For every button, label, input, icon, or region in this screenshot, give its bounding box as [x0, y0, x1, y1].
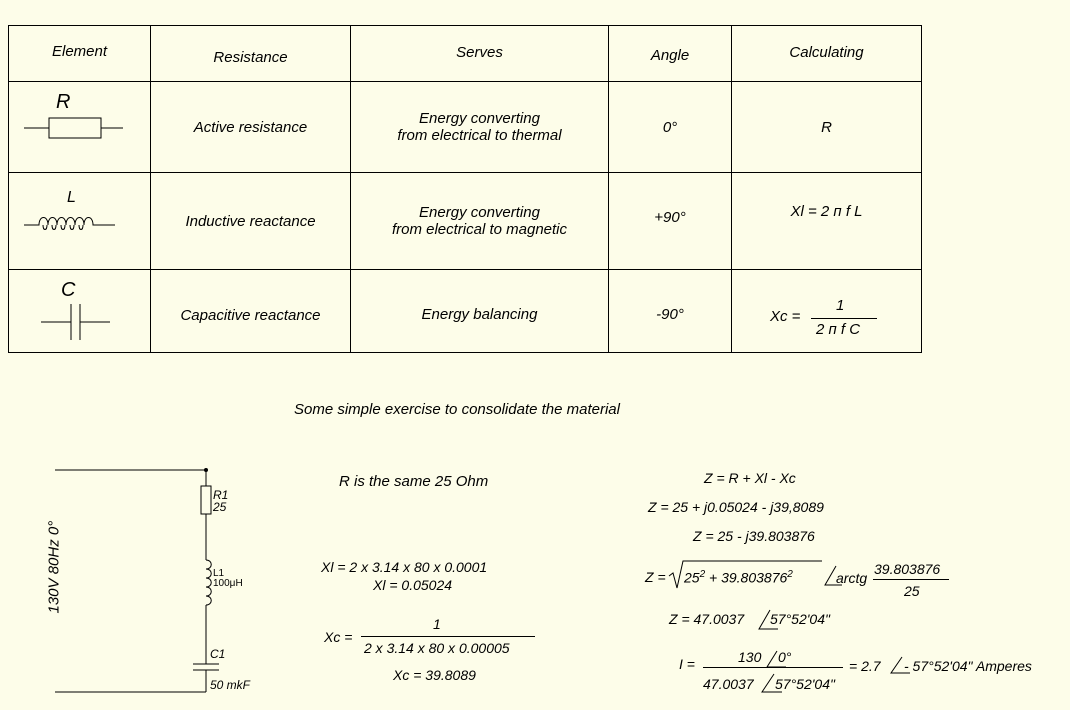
xc-result: Xc = 39.8089 [393, 667, 476, 683]
serves-line2: from electrical to thermal [397, 127, 562, 144]
c1-value: 50 mkF [210, 678, 251, 692]
cell-serves [351, 82, 609, 173]
table-row [9, 82, 922, 173]
i-numerator-a: 130 [738, 649, 762, 665]
source-label: 130V 80Hz 0° [45, 520, 63, 614]
r1-name: R1 [213, 488, 229, 502]
resistance-text: Inductive reactance [185, 212, 316, 230]
i-result-a: = 2.7 [849, 658, 881, 674]
z4-sqrt-content [684, 569, 793, 586]
angle-text: +90° [654, 208, 686, 226]
cell-resistance [151, 173, 351, 270]
xc-fraction-line [361, 636, 535, 637]
r1-value: 25 [213, 500, 227, 514]
xc-denominator: 2 x 3.14 x 80 x 0.00005 [364, 640, 510, 656]
capacitor-symbol-icon [9, 270, 150, 352]
cell-angle [609, 270, 732, 353]
z4-denominator: 25 [904, 583, 920, 599]
xl-result: Xl = 0.05024 [373, 577, 453, 593]
serves-line1: Energy converting [419, 204, 540, 221]
cell-calc [732, 82, 922, 173]
i-fraction-line [703, 667, 843, 668]
z4-arctg: arctg [836, 570, 868, 586]
cell-calc [732, 173, 922, 270]
header-resistance [151, 26, 351, 82]
c1-name: C1 [210, 647, 226, 661]
xc-numerator: 1 [433, 616, 441, 632]
cell-angle [609, 82, 732, 173]
z4-sqrt-b: + 39.803876 [705, 569, 788, 586]
resistance-text: Active resistance [193, 118, 308, 136]
cell-resistance [151, 82, 351, 173]
capacitor-symbol-label: C [61, 279, 76, 301]
inductor-symbol-label: L [67, 189, 76, 206]
cell-resistor-symbol [9, 82, 151, 173]
z-formula-2: Z = 25 + j0.05024 - j39,8089 [648, 499, 824, 515]
cell-angle [609, 173, 732, 270]
i-numerator-b: 0° [778, 649, 792, 665]
cell-capacitor-symbol [9, 270, 151, 353]
r-note: R is the same 25 Ohm [339, 473, 489, 490]
z5-angle: 57°52'04" [770, 611, 830, 627]
inductor-symbol-icon [9, 173, 150, 269]
z4-fraction-line [873, 579, 949, 580]
z4-sup-a: 2 [699, 569, 706, 580]
serves-line2: from electrical to magnetic [391, 221, 568, 238]
header-angle [609, 26, 732, 82]
angle-text: 0° [662, 118, 678, 136]
resistor-symbol-label: R [56, 91, 71, 113]
fraction-line [811, 318, 877, 319]
i-denominator-a: 47.0037 [703, 676, 754, 692]
calc-xc-prefix: Xc = [770, 308, 801, 325]
reactance-table [8, 25, 922, 353]
serves-line1: Energy converting [419, 110, 540, 127]
exercise-title: Some simple exercise to consolidate the material [294, 401, 620, 418]
angle-text: -90° [656, 305, 684, 323]
resistor-symbol-icon [9, 82, 150, 172]
resistance-text: Capacitive reactance [180, 306, 321, 324]
header-element-label: Element [51, 43, 108, 60]
header-element [9, 26, 151, 82]
cell-calc [732, 270, 922, 353]
header-angle-label: Angle [650, 47, 690, 64]
l1-value: 100μH [213, 578, 243, 589]
z4-sqrt-a: 25 [684, 569, 700, 586]
header-serves-label: Serves [456, 44, 503, 61]
i-prefix: I = [679, 656, 695, 672]
cell-inductor-symbol [9, 173, 151, 270]
header-calculating-label: Calculating [789, 44, 864, 61]
l1-name: L1 [213, 568, 225, 579]
xc-prefix: Xc = [324, 629, 353, 645]
xl-formula: Xl = 2 x 3.14 x 80 x 0.0001 [321, 559, 488, 575]
cell-serves [351, 270, 609, 353]
cell-resistance [151, 270, 351, 353]
z4-prefix: Z = [645, 569, 666, 585]
calc-text: R [821, 118, 832, 136]
z4-sup-b: 2 [787, 569, 793, 580]
calc-xc-numerator: 1 [836, 297, 845, 314]
i-denominator-b: 57°52'04" [775, 676, 835, 692]
header-resistance-label: Resistance [213, 49, 288, 66]
header-calculating [732, 26, 922, 82]
header-serves [351, 26, 609, 82]
cell-serves [351, 173, 609, 270]
z-formula-1: Z = R + Xl - Xc [704, 470, 796, 486]
calc-text: Xl = 2 п f L [790, 202, 863, 220]
table-row [9, 270, 922, 353]
i-result-b: - 57°52'04" Amperes [904, 658, 1032, 674]
table-row [9, 173, 922, 270]
z-formula-3: Z = 25 - j39.803876 [693, 528, 815, 544]
calc-xc-denominator: 2 п f C [816, 321, 861, 338]
z5-prefix: Z = 47.0037 [669, 611, 745, 627]
serves-line1: Energy balancing [421, 305, 538, 323]
table-header-row [9, 26, 922, 82]
z4-numerator: 39.803876 [874, 561, 941, 577]
circuit-diagram [0, 450, 270, 710]
